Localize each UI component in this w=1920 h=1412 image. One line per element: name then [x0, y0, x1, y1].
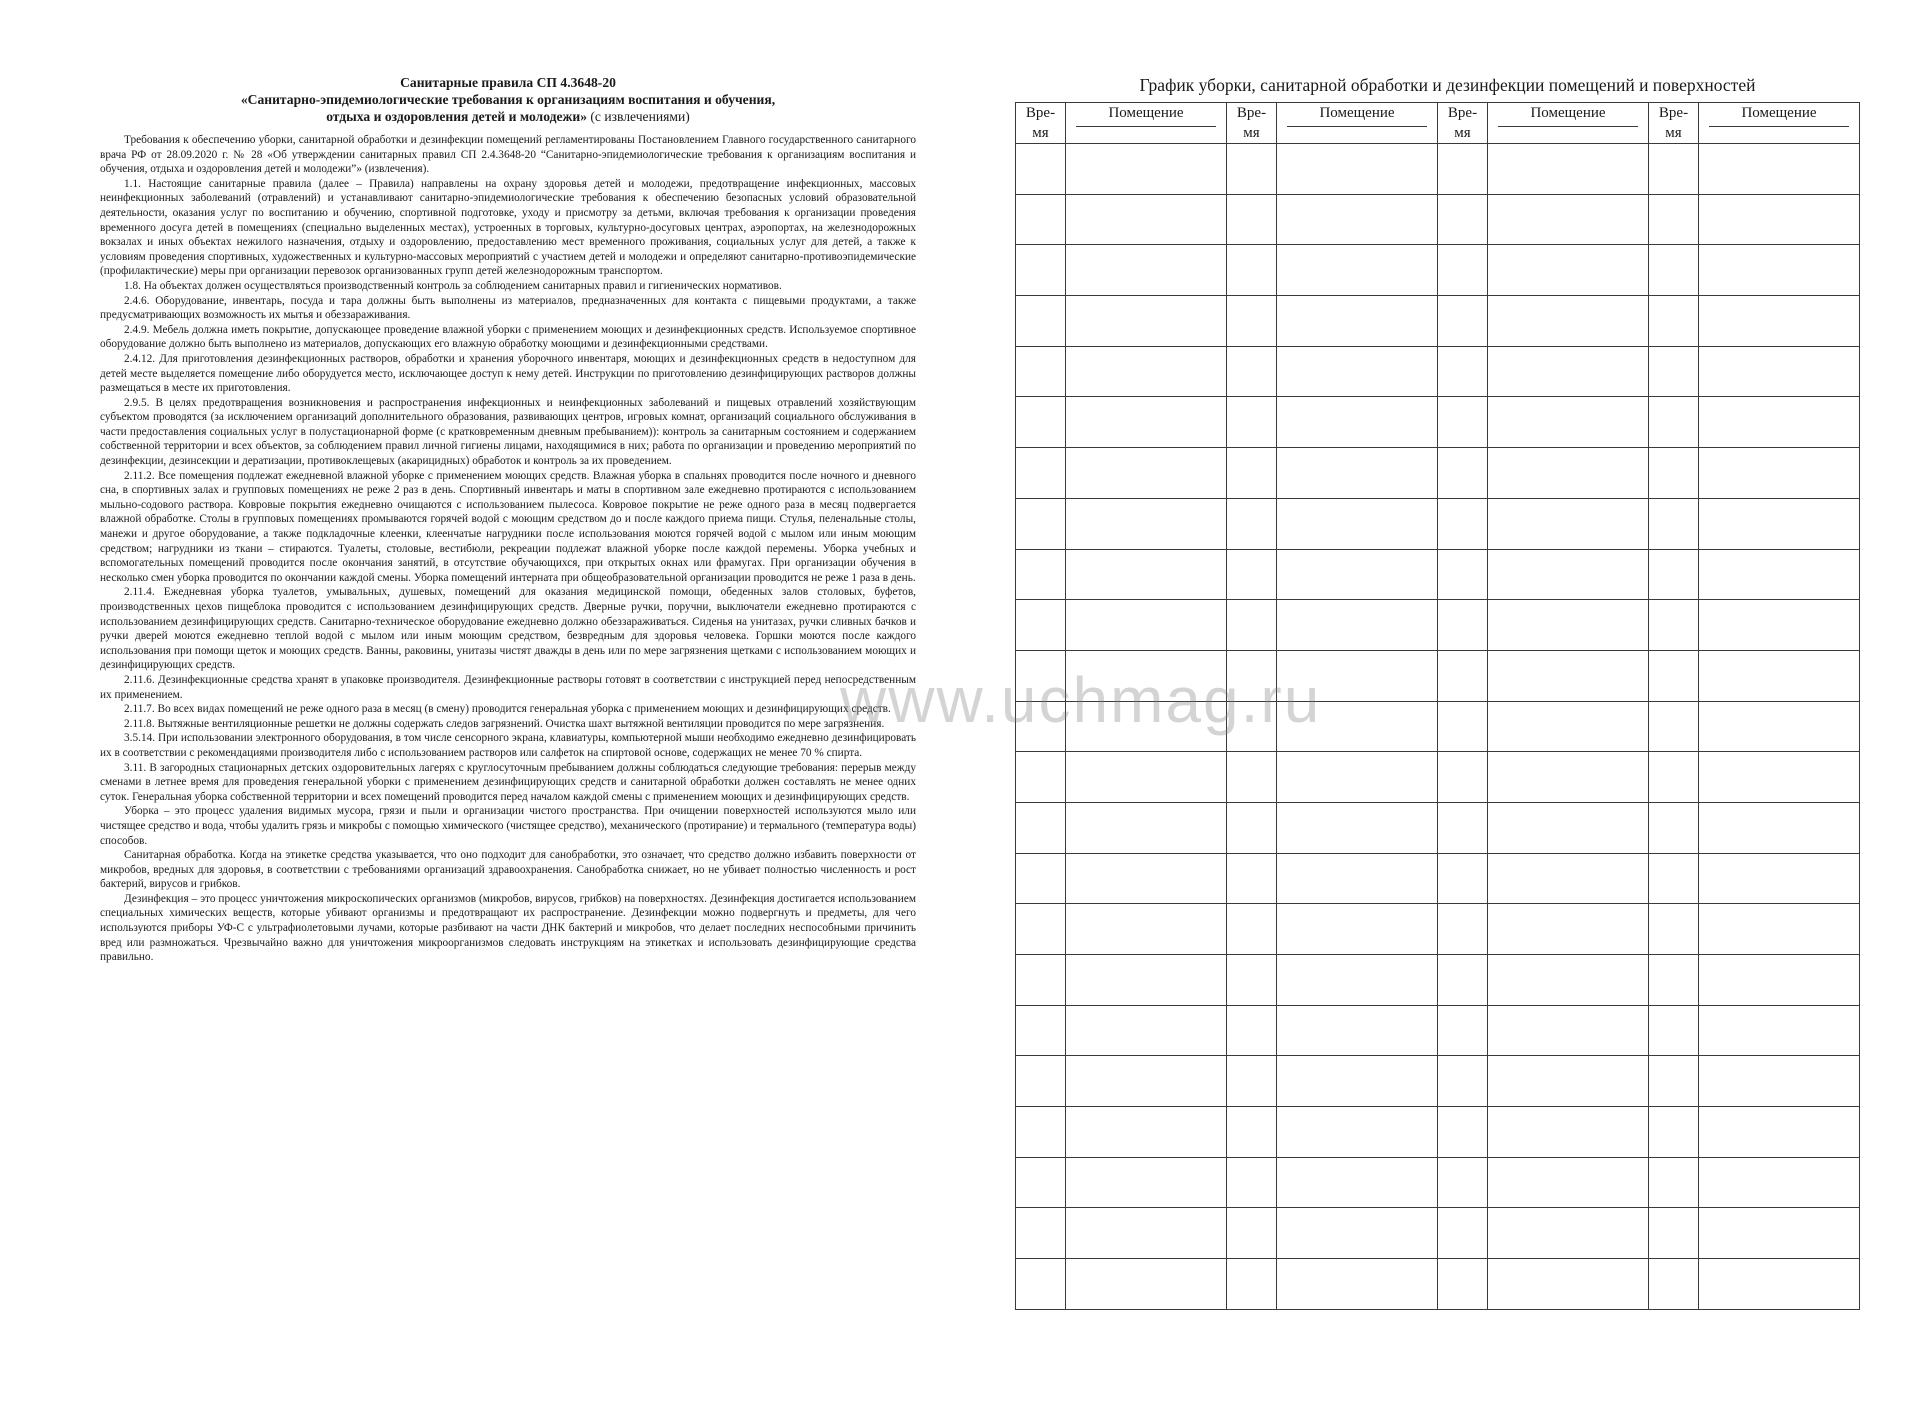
paragraph: 2.11.7. Во всех видах помещений не реже одного раза в месяц (в смену) проводится генеральная уборка с применением моющих и дезинфицирующих средств. — [124, 703, 891, 716]
room-cell[interactable] — [1066, 701, 1227, 752]
room-cell[interactable] — [1277, 448, 1438, 499]
room-cell[interactable] — [1277, 194, 1438, 245]
room-cell[interactable] — [1699, 701, 1860, 752]
table-row — [1016, 397, 1860, 448]
room-cell[interactable] — [1488, 1056, 1649, 1107]
time-cell[interactable] — [1649, 1208, 1699, 1259]
header-time-cell — [1649, 103, 1699, 144]
header-room-cell — [1277, 103, 1438, 144]
room-cell[interactable] — [1277, 549, 1438, 600]
time-cell[interactable] — [1438, 498, 1488, 549]
left-page — [100, 74, 916, 965]
room-cell[interactable] — [1277, 296, 1438, 347]
time-cell[interactable] — [1227, 549, 1277, 600]
paragraph: Санитарная обработка. Когда на этикетке средства указывается, что оно подходит для санобработки, это означает, что средство должно избавить поверхности от микробов, вредных для здоровья, в соответствии с требованиями организаций здравоохранения. Санобработка снижает, но не убивает полностью численность и рост бактерий, вирусов и грибков. — [100, 849, 916, 891]
watermark: www.uchmag.ru — [840, 664, 1322, 736]
time-cell[interactable] — [1438, 448, 1488, 499]
time-cell[interactable] — [1016, 194, 1066, 245]
time-cell[interactable] — [1227, 1056, 1277, 1107]
paragraph: 2.11.2. Все помещения подлежат ежедневной влажной уборке с применением моющих средств. Влажная уборка в спальнях проводится после ночного и дневного сна, в спортивных залах и групповых помещениях не реже 2 раз в день. Спортивный инвентарь и маты в спортивном зале ежедневно протираются с использованием мыльно-содового раствора. Ковровые покрытия ежедневно очищаются с использованием пылесоса. Ковровое покрытие не реже одного раза в месяц подвергается влажной обработке. Столы в групповых помещениях промываются горячей водой с моющим средством до и после каждого приема пищи. Стулья, пеленальные столы, манежи и другое оборудование, а также подкладочные клеенки, клеенчатые нагрудники после использования моются горячей водой с мылом или иным моющим средством; нагрудники из ткани – стираются. Туалеты, столовые, вестибюли, рекреации подлежат влажной уборке после каждой перемены. Уборка учебных и вспомогательных помещений проводится после окончания занятий, в отсутствие обучающихся, при открытых окнах или фрамугах. При организации обучения в несколько смен уборка проводится по окончании каждой смены. Уборка помещений интерната при общеобразовательной организации проводится не реже 1 раза в день. — [100, 469, 916, 584]
room-fill-line[interactable] — [1498, 125, 1638, 127]
time-cell[interactable] — [1438, 955, 1488, 1006]
paragraph: 2.11.6. Дезинфекционные средства хранят в упаковке производителя. Дезинфекционные растворы готовят в соответствии с инструкцией перед непосредственным их применением. — [100, 673, 916, 701]
table-row — [1016, 600, 1860, 651]
header-time-label-part2: мя — [1243, 125, 1260, 141]
room-cell[interactable] — [1488, 296, 1649, 347]
room-cell[interactable] — [1488, 397, 1649, 448]
header-time-label-part2: мя — [1454, 125, 1471, 141]
header-time-cell — [1438, 103, 1488, 144]
header-room-label: Помещение — [1530, 105, 1606, 121]
time-cell[interactable] — [1438, 296, 1488, 347]
header-time-label-part2: мя — [1032, 125, 1049, 141]
time-cell[interactable] — [1016, 600, 1066, 651]
time-cell[interactable] — [1227, 194, 1277, 245]
right-page — [1015, 74, 1860, 1310]
time-cell[interactable] — [1016, 144, 1066, 195]
room-cell[interactable] — [1066, 346, 1227, 397]
room-fill-line[interactable] — [1076, 125, 1216, 127]
time-cell[interactable] — [1649, 600, 1699, 651]
header-room-label: Помещение — [1108, 105, 1184, 121]
header-time-label-part2: мя — [1665, 125, 1682, 141]
time-cell[interactable] — [1438, 346, 1488, 397]
paragraph: 1.1. Настоящие санитарные правила (далее – Правила) направлены на охрану здоровья детей и молодежи, предотвращение инфекционных, массовых неинфекционных заболеваний (отравлений) и устанавливают санитарно-эпидемиологические требования к обеспечению безопасных условий образовательной деятельности, оказания услуг по воспитанию и обучению, спортивной подготовке, уходу и присмотру за детьми, включая требования к организации проведения временного досуга детей в помещениях (специально выделенных местах), устроенных в торговых, культурно-досуговых центрах, аэропортах, на железнодорожных вокзалах и иных объектах нежилого назначения, отдыху и оздоровлению, предоставлению мест временного проживания, социальных услуг для детей, а также к условиям проведения спортивных, художественных и культурно-массовых мероприятий с участием детей и молодежи и определяют санитарно-противоэпидемические (профилактические) меры при организации перевозок организованных групп детей железнодорожным транспортом. — [100, 177, 916, 278]
room-cell[interactable] — [1277, 904, 1438, 955]
room-cell[interactable] — [1066, 245, 1227, 296]
time-cell[interactable] — [1438, 1259, 1488, 1310]
time-cell[interactable] — [1438, 397, 1488, 448]
room-cell[interactable] — [1066, 549, 1227, 600]
time-cell[interactable] — [1016, 752, 1066, 803]
table-row — [1016, 853, 1860, 904]
time-cell[interactable] — [1649, 296, 1699, 347]
schedule-table — [1015, 102, 1860, 1310]
room-cell[interactable] — [1066, 853, 1227, 904]
room-cell[interactable] — [1066, 1005, 1227, 1056]
time-cell[interactable] — [1649, 397, 1699, 448]
table-row — [1016, 1056, 1860, 1107]
time-cell[interactable] — [1438, 904, 1488, 955]
title-line-2: «Санитарно-эпидемиологические требования к организациям воспитания и обучения, — [240, 92, 776, 107]
time-cell[interactable] — [1227, 853, 1277, 904]
room-cell[interactable] — [1066, 955, 1227, 1006]
room-cell[interactable] — [1488, 245, 1649, 296]
room-cell[interactable] — [1488, 1107, 1649, 1158]
time-cell[interactable] — [1016, 549, 1066, 600]
room-cell[interactable] — [1488, 701, 1649, 752]
room-cell[interactable] — [1488, 1259, 1649, 1310]
room-cell[interactable] — [1066, 752, 1227, 803]
room-cell[interactable] — [1488, 194, 1649, 245]
header-room-label: Помещение — [1741, 105, 1817, 121]
time-cell[interactable] — [1438, 144, 1488, 195]
room-fill-line[interactable] — [1709, 125, 1849, 127]
room-cell[interactable] — [1066, 1056, 1227, 1107]
time-cell[interactable] — [1438, 245, 1488, 296]
room-cell[interactable] — [1277, 701, 1438, 752]
room-cell[interactable] — [1277, 245, 1438, 296]
time-cell[interactable] — [1649, 1157, 1699, 1208]
time-cell[interactable] — [1649, 701, 1699, 752]
table-row — [1016, 904, 1860, 955]
time-cell[interactable] — [1649, 498, 1699, 549]
time-cell[interactable] — [1227, 1107, 1277, 1158]
room-cell[interactable] — [1066, 600, 1227, 651]
paragraph: Дезинфекция – это процесс уничтожения микроскопических организмов (микробов, вирусов, грибков) на поверхностях. Дезинфекция достигается использованием специальных химических веществ, которые убивают организмы и предотвращают их распространение. Дезинфекции можно подвергнуть и предметы, для чего используются приборы УФ-С с ультрафиолетовыми лучами, которые разбивают на части ДНК бактерий и микробов, что делает последних неспособными причинить вред или размножаться. Чрезвычайно важно для уничтожения микроорганизмов следовать инструкциям на этикетках и использовать дезинфицирующие средства правильно. — [100, 892, 916, 964]
time-cell[interactable] — [1016, 498, 1066, 549]
header-time-label-part1: Вре- — [1658, 105, 1689, 121]
room-cell[interactable] — [1699, 1208, 1860, 1259]
time-cell[interactable] — [1016, 296, 1066, 347]
room-cell[interactable] — [1277, 144, 1438, 195]
room-cell[interactable] — [1277, 346, 1438, 397]
header-room-label: Помещение — [1319, 105, 1395, 121]
table-row — [1016, 1208, 1860, 1259]
room-cell[interactable] — [1699, 802, 1860, 853]
room-cell[interactable] — [1488, 802, 1649, 853]
room-cell[interactable] — [1277, 600, 1438, 651]
time-cell[interactable] — [1438, 1056, 1488, 1107]
time-cell[interactable] — [1016, 245, 1066, 296]
room-cell[interactable] — [1066, 194, 1227, 245]
room-cell[interactable] — [1699, 853, 1860, 904]
time-cell[interactable] — [1227, 1157, 1277, 1208]
table-row — [1016, 650, 1860, 701]
room-cell[interactable] — [1699, 448, 1860, 499]
table-row — [1016, 1259, 1860, 1310]
room-cell[interactable] — [1066, 397, 1227, 448]
room-cell[interactable] — [1699, 955, 1860, 1006]
time-cell[interactable] — [1649, 853, 1699, 904]
room-cell[interactable] — [1277, 1208, 1438, 1259]
room-cell[interactable] — [1488, 752, 1649, 803]
time-cell[interactable] — [1227, 1259, 1277, 1310]
time-cell[interactable] — [1649, 802, 1699, 853]
room-cell[interactable] — [1699, 397, 1860, 448]
time-cell[interactable] — [1438, 194, 1488, 245]
time-cell[interactable] — [1649, 1005, 1699, 1056]
room-cell[interactable] — [1066, 1208, 1227, 1259]
time-cell[interactable] — [1649, 245, 1699, 296]
time-cell[interactable] — [1649, 346, 1699, 397]
paragraph: 2.4.12. Для приготовления дезинфекционных растворов, обработки и хранения уборочного инвентаря, моющих и дезинфекционных средств в недоступном для детей месте выделяется помещение либо оборудуется место, исключающее доступ к нему детей. Инструкции по приготовлению дезинфицирующих растворов должны размещаться в месте их приготовления. — [100, 352, 916, 395]
time-cell[interactable] — [1016, 701, 1066, 752]
time-cell[interactable] — [1016, 346, 1066, 397]
time-cell[interactable] — [1649, 194, 1699, 245]
time-cell[interactable] — [1016, 904, 1066, 955]
room-cell[interactable] — [1066, 498, 1227, 549]
room-cell[interactable] — [1277, 498, 1438, 549]
room-cell[interactable] — [1699, 245, 1860, 296]
time-cell[interactable] — [1649, 549, 1699, 600]
room-cell[interactable] — [1277, 853, 1438, 904]
table-row — [1016, 1107, 1860, 1158]
room-cell[interactable] — [1699, 1157, 1860, 1208]
schedule-title: График уборки, санитарной обработки и дезинфекции помещений и поверхностей — [1139, 75, 1756, 95]
table-row — [1016, 1005, 1860, 1056]
time-cell[interactable] — [1016, 1056, 1066, 1107]
time-cell[interactable] — [1438, 549, 1488, 600]
room-cell[interactable] — [1699, 904, 1860, 955]
time-cell[interactable] — [1016, 955, 1066, 1006]
time-cell[interactable] — [1438, 1005, 1488, 1056]
paragraph: 1.8. На объектах должен осуществляться производственный контроль за соблюдением санитарных правил и гигиенических нормативов. — [124, 279, 782, 292]
header-room-cell — [1488, 103, 1649, 144]
room-cell[interactable] — [1066, 802, 1227, 853]
time-cell[interactable] — [1438, 752, 1488, 803]
room-cell[interactable] — [1699, 549, 1860, 600]
table-row — [1016, 701, 1860, 752]
title-line-3 — [100, 108, 916, 125]
time-cell[interactable] — [1016, 650, 1066, 701]
room-cell[interactable] — [1488, 955, 1649, 1006]
room-cell[interactable] — [1488, 1005, 1649, 1056]
room-cell[interactable] — [1066, 1107, 1227, 1158]
room-cell[interactable] — [1488, 144, 1649, 195]
table-row — [1016, 194, 1860, 245]
time-cell[interactable] — [1227, 955, 1277, 1006]
time-cell[interactable] — [1227, 752, 1277, 803]
document-body — [100, 133, 916, 965]
header-time-cell — [1016, 103, 1066, 144]
table-row — [1016, 802, 1860, 853]
room-cell[interactable] — [1277, 1107, 1438, 1158]
time-cell[interactable] — [1227, 904, 1277, 955]
header-time-cell — [1227, 103, 1277, 144]
time-cell[interactable] — [1016, 853, 1066, 904]
time-cell[interactable] — [1649, 955, 1699, 1006]
time-cell[interactable] — [1227, 1208, 1277, 1259]
room-cell[interactable] — [1066, 1259, 1227, 1310]
table-row — [1016, 498, 1860, 549]
time-cell[interactable] — [1438, 600, 1488, 651]
header-time-label-part1: Вре- — [1447, 105, 1478, 121]
header-time-label-part1: Вре- — [1236, 105, 1267, 121]
time-cell[interactable] — [1438, 1157, 1488, 1208]
time-cell[interactable] — [1227, 600, 1277, 651]
room-cell[interactable] — [1699, 1107, 1860, 1158]
room-cell[interactable] — [1488, 549, 1649, 600]
room-cell[interactable] — [1277, 650, 1438, 701]
room-cell[interactable] — [1699, 752, 1860, 803]
paragraph: 3.11. В загородных стационарных детских оздоровительных лагерях с круглосуточным пребыванием должны соблюдаться следующие требования: перерыв между сменами в летнее время для проведения генеральной уборки с применением дезинфицирующих средств и санитарной обработки должен составлять не менее одних суток. Генеральная уборка собственной территории и всех помещений проводится перед началом каждой смены с применением моющих и дезинфицирующих средств. — [100, 761, 916, 803]
title-line-3-text: отдыха и оздоровления детей и молодежи» — [326, 109, 587, 124]
room-cell[interactable] — [1066, 448, 1227, 499]
room-cell[interactable] — [1699, 144, 1860, 195]
room-cell[interactable] — [1066, 650, 1227, 701]
paragraph: 2.4.9. Мебель должна иметь покрытие, допускающее проведение влажной уборки с применением моющих и дезинфекционных средств. Используемое спортивное оборудование должно быть выполнено из материалов, допускающих его влажную обработку моющими и дезинфекционными средствами. — [100, 323, 916, 351]
time-cell[interactable] — [1227, 245, 1277, 296]
time-cell[interactable] — [1016, 1259, 1066, 1310]
time-cell[interactable] — [1649, 1056, 1699, 1107]
room-cell[interactable] — [1699, 296, 1860, 347]
room-cell[interactable] — [1066, 1157, 1227, 1208]
room-cell[interactable] — [1488, 1208, 1649, 1259]
paragraph: 2.11.8. Вытяжные вентиляционные решетки не должны содержать следов загрязнений. Очистка шахт вытяжной вентиляции проводится по мере загрязнения. — [124, 717, 885, 730]
time-cell[interactable] — [1227, 498, 1277, 549]
document-title — [100, 74, 916, 125]
room-cell[interactable] — [1699, 1005, 1860, 1056]
time-cell[interactable] — [1438, 650, 1488, 701]
time-cell[interactable] — [1016, 397, 1066, 448]
room-cell[interactable] — [1699, 650, 1860, 701]
room-cell[interactable] — [1699, 194, 1860, 245]
room-cell[interactable] — [1488, 1157, 1649, 1208]
paragraph: 2.11.4. Ежедневная уборка туалетов, умывальных, душевых, помещений для оказания медицинской помощи, обеденных залов столовых, буфетов, производственных цехов пищеблока проводится с использованием дезинфицирующих средств. Дверные ручки, поручни, выключатели ежедневно протираются с использованием дезинфицирующих средств. Санитарно-техническое оборудование ежедневно должно обеззараживаться. Сиденья на унитазах, ручки сливных бачков и ручки дверей моются ежедневно теплой водой с мылом или иным моющим средством, безвредным для здоровья человека. Горшки моются после каждого использования при помощи щеток и моющих средств. Ванны, раковины, унитазы чистят дважды в день или по мере загрязнения щетками с использованием моющих и дезинфицирующих средств. — [100, 586, 916, 672]
time-cell[interactable] — [1016, 1208, 1066, 1259]
time-cell[interactable] — [1227, 650, 1277, 701]
room-cell[interactable] — [1277, 955, 1438, 1006]
room-cell[interactable] — [1277, 802, 1438, 853]
time-cell[interactable] — [1016, 1005, 1066, 1056]
time-cell[interactable] — [1649, 650, 1699, 701]
paragraph: Уборка – это процесс удаления видимых мусора, грязи и пыли и организации чистого пространства. При очищении поверхностей используются мыло или чистящее средство и вода, чтобы удалить грязь и микробы с помощью химического (чистящее средство), механического (протирание) и термального (температура воды) способов. — [100, 805, 916, 847]
header-time-label-part1: Вре- — [1025, 105, 1056, 121]
room-cell[interactable] — [1277, 397, 1438, 448]
room-cell[interactable] — [1277, 1157, 1438, 1208]
room-cell[interactable] — [1488, 498, 1649, 549]
table-row — [1016, 144, 1860, 195]
table-row — [1016, 549, 1860, 600]
time-cell[interactable] — [1227, 802, 1277, 853]
time-cell[interactable] — [1227, 346, 1277, 397]
room-fill-line[interactable] — [1287, 125, 1427, 127]
time-cell[interactable] — [1227, 1005, 1277, 1056]
time-cell[interactable] — [1438, 1208, 1488, 1259]
room-cell[interactable] — [1277, 752, 1438, 803]
time-cell[interactable] — [1227, 144, 1277, 195]
time-cell[interactable] — [1016, 448, 1066, 499]
table-row — [1016, 245, 1860, 296]
time-cell[interactable] — [1438, 1107, 1488, 1158]
room-cell[interactable] — [1488, 853, 1649, 904]
room-cell[interactable] — [1277, 1005, 1438, 1056]
room-cell[interactable] — [1699, 346, 1860, 397]
room-cell[interactable] — [1488, 904, 1649, 955]
time-cell[interactable] — [1649, 448, 1699, 499]
time-cell[interactable] — [1227, 701, 1277, 752]
room-cell[interactable] — [1699, 1056, 1860, 1107]
header-room-cell — [1699, 103, 1860, 144]
table-row — [1016, 1157, 1860, 1208]
room-cell[interactable] — [1488, 600, 1649, 651]
room-cell[interactable] — [1699, 600, 1860, 651]
room-cell[interactable] — [1066, 296, 1227, 347]
room-cell[interactable] — [1066, 144, 1227, 195]
time-cell[interactable] — [1227, 296, 1277, 347]
room-cell[interactable] — [1699, 1259, 1860, 1310]
paragraph: 2.4.6. Оборудование, инвентарь, посуда и тара должны быть выполнены из материалов, предназначенных для контакта с пищевыми продуктами, а также предусматривающих возможность их мытья и обеззараживания. — [100, 294, 916, 322]
time-cell[interactable] — [1016, 1107, 1066, 1158]
room-cell[interactable] — [1277, 1259, 1438, 1310]
room-cell[interactable] — [1066, 904, 1227, 955]
room-cell[interactable] — [1488, 346, 1649, 397]
time-cell[interactable] — [1016, 1157, 1066, 1208]
time-cell[interactable] — [1438, 853, 1488, 904]
time-cell[interactable] — [1649, 144, 1699, 195]
room-cell[interactable] — [1277, 1056, 1438, 1107]
paragraph: 3.5.14. При использовании электронного оборудования, в том числе сенсорного экрана, клавиатуры, компьютерной мыши необходимо ежедневно дезинфицировать их в соответствии с рекомендациями производителя либо с использованием растворов или салфеток на спиртовой основе, содержащих не менее 70 % спирта. — [100, 732, 916, 759]
paragraph: 2.9.5. В целях предотвращения возникновения и распространения инфекционных и неинфекционных заболеваний и пищевых отравлений хозяйствующим субъектом проводятся (за исключением организаций дополнительного образования, развивающих центров, игровых комнат, организаций социального обслуживания в части предоставления социальных услуг в полустационарной форме (с кратковременным дневным пребыванием)): контроль за санитарным состоянием и содержанием собственной территории и всех объектов, за соблюдением правил личной гигиены лицами, находящимися в них; работа по организации и проведению мероприятий по дезинфекции, дезинсекции и дератизации, противоклещевых (акарицидных) обработок и контроль за их проведением. — [100, 396, 916, 468]
schedule-body — [1016, 144, 1860, 1310]
table-row — [1016, 448, 1860, 499]
table-row — [1016, 346, 1860, 397]
time-cell[interactable] — [1227, 397, 1277, 448]
title-line-1: Санитарные правила СП 4.3648-20 — [400, 75, 616, 90]
time-cell[interactable] — [1438, 802, 1488, 853]
time-cell[interactable] — [1227, 448, 1277, 499]
paragraph: Требования к обеспечению уборки, санитарной обработки и дезинфекции помещений регламентированы Постановлением Главного государственного санитарного врача РФ от 28.09.2020 г. № 28 «Об утверждении санитарных правил СП 2.4.3648-20 “Санитарно-эпидемиологические требования к организациям воспитания и обучения, отдыха и оздоровления детей и молодежи”» (извлечения). — [100, 134, 916, 176]
room-cell[interactable] — [1699, 498, 1860, 549]
title-suffix: (с извлечениями) — [587, 109, 690, 124]
schedule-header-row — [1016, 103, 1860, 144]
room-cell[interactable] — [1488, 650, 1649, 701]
header-room-cell — [1066, 103, 1227, 144]
time-cell[interactable] — [1649, 752, 1699, 803]
time-cell[interactable] — [1016, 802, 1066, 853]
time-cell[interactable] — [1649, 1107, 1699, 1158]
table-row — [1016, 955, 1860, 1006]
time-cell[interactable] — [1649, 1259, 1699, 1310]
time-cell[interactable] — [1649, 904, 1699, 955]
time-cell[interactable] — [1438, 701, 1488, 752]
table-row — [1016, 752, 1860, 803]
table-row — [1016, 296, 1860, 347]
room-cell[interactable] — [1488, 448, 1649, 499]
